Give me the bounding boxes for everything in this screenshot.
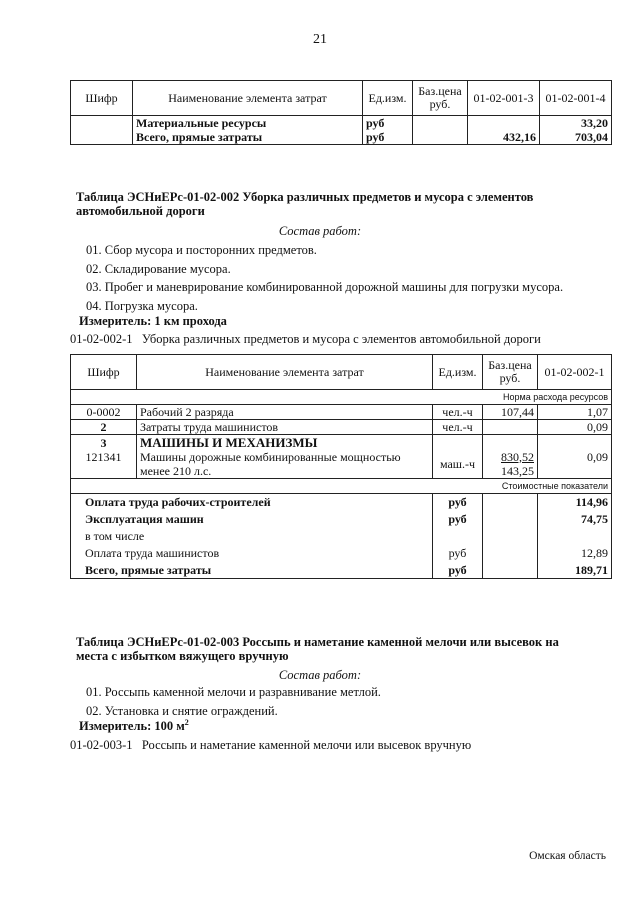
table-header-row	[71, 81, 612, 116]
list-item: 01. Россыпь каменной мелочи и разравнивание метлой.	[86, 685, 381, 699]
table-row	[71, 405, 612, 420]
row-value-2: 33,20	[540, 116, 612, 131]
list-item: 02. Установка и снятие ограждений.	[86, 703, 278, 718]
section1-works-list	[86, 241, 563, 315]
header-unit: Ед.изм.	[433, 355, 483, 390]
cost-row	[71, 545, 612, 562]
cost-name: Эксплуатация машин	[71, 511, 433, 528]
machines-price-1: 830,52	[501, 449, 534, 464]
table-row	[71, 420, 612, 435]
section1-title-line2: автомобильной дороги	[76, 204, 205, 218]
row-value-1: 432,16	[468, 130, 540, 145]
row-name: Затраты труда машинистов	[137, 420, 433, 435]
list-item: 02. Складирование мусора.	[86, 261, 231, 276]
cost-value	[538, 528, 612, 545]
cost-row	[71, 562, 612, 579]
cost-value: 114,96	[538, 494, 612, 511]
list-item: 04. Погрузка мусора.	[86, 298, 198, 313]
row-name: Всего, прямые затраты	[133, 130, 363, 145]
cost-name: Всего, прямые затраты	[71, 562, 433, 579]
section2-title-line2: места с избытком вяжущего вручную	[76, 649, 289, 663]
header-code: Шифр	[71, 355, 137, 390]
cost-row	[71, 494, 612, 511]
cost-name: в том числе	[71, 528, 433, 545]
row-unit: руб	[363, 116, 413, 131]
footer-region: Омская область	[529, 850, 606, 862]
section1-title	[76, 190, 606, 218]
table-header-row	[71, 355, 612, 390]
cost-row	[71, 511, 612, 528]
machines-value: 0,09	[538, 435, 612, 479]
section2-item: 01-02-003-1 Россыпь и наметание каменной мелочи или высевок вручную	[70, 738, 472, 752]
list-item: 03. Пробег и маневрирование комбинированной дорожной машины для погрузки мусора.	[86, 280, 564, 294]
header-code: Шифр	[71, 81, 133, 116]
table-row	[71, 130, 612, 145]
cost-label-row	[71, 479, 612, 494]
page-number: 21	[313, 32, 327, 47]
cost-unit: руб	[433, 511, 483, 528]
row-price	[413, 116, 468, 131]
table-row-machines	[71, 435, 612, 479]
row-value-1	[468, 116, 540, 131]
cost-unit: руб	[433, 545, 483, 562]
norm-label-row	[71, 390, 612, 405]
machines-unit: маш.-ч	[433, 435, 483, 479]
list-item: 01. Сбор мусора и посторонних предметов.	[86, 243, 317, 257]
section1-works-heading: Состав работ:	[278, 224, 362, 238]
section2-measure-sup: 2	[184, 718, 189, 727]
cost-value: 12,89	[538, 545, 612, 562]
cost-name: Оплата труда машинистов	[71, 545, 433, 562]
row-name: Материальные ресурсы	[133, 116, 363, 131]
header-col-2: 01-02-001-4	[540, 81, 612, 116]
section1-measure: Измеритель: 1 км прохода	[79, 314, 227, 328]
section1-item: 01-02-002-1 Уборка различных предметов и мусора с элементов автомобильной дороги	[70, 332, 541, 346]
row-unit: чел.-ч	[433, 405, 483, 420]
row-value: 0,09	[538, 420, 612, 435]
row-code: 2	[71, 420, 137, 435]
section2-title	[76, 635, 616, 663]
cost-unit	[433, 528, 483, 545]
table-continuation	[70, 80, 612, 145]
row-value: 1,07	[538, 405, 612, 420]
machines-group-code: 3	[100, 436, 107, 450]
table-resources	[70, 354, 612, 579]
cost-row	[71, 528, 612, 545]
header-price: Баз.цена руб.	[483, 355, 538, 390]
row-price: 107,44	[483, 405, 538, 420]
machines-name-line2: менее 210 л.с.	[140, 464, 212, 478]
machines-code: 121341	[85, 450, 122, 464]
row-unit: руб	[363, 130, 413, 145]
header-price: Баз.цена руб.	[413, 81, 468, 116]
header-name: Наименование элемента затрат	[137, 355, 433, 390]
header-col-1: 01-02-001-3	[468, 81, 540, 116]
section2-title-line1: Таблица ЭСНиЕРс-01-02-003 Россыпь и наметание каменной мелочи или высевок на	[76, 635, 559, 649]
cost-value: 74,75	[538, 511, 612, 528]
cost-unit: руб	[433, 562, 483, 579]
header-col-1: 01-02-002-1	[538, 355, 612, 390]
cost-unit: руб	[433, 494, 483, 511]
section2-works-list	[86, 683, 381, 720]
machines-price-2: 143,25	[501, 463, 534, 478]
row-price	[483, 420, 538, 435]
cost-value: 189,71	[538, 562, 612, 579]
row-value-2: 703,04	[540, 130, 612, 145]
header-unit: Ед.изм.	[363, 81, 413, 116]
row-unit: чел.-ч	[433, 420, 483, 435]
machines-name-line1: Машины дорожные комбинированные мощностью	[140, 450, 401, 464]
row-code: 0-0002	[71, 405, 137, 420]
header-name: Наименование элемента затрат	[133, 81, 363, 116]
row-name: Рабочий 2 разряда	[137, 405, 433, 420]
section2-works-heading: Состав работ:	[278, 668, 362, 682]
section2-measure	[79, 718, 189, 734]
table-row	[71, 116, 612, 131]
cost-name: Оплата труда рабочих-строителей	[71, 494, 433, 511]
row-price	[413, 130, 468, 145]
cost-label: Стоимостные показатели	[71, 479, 612, 494]
machines-group-name: МАШИНЫ И МЕХАНИЗМЫ	[140, 435, 318, 450]
section1-title-line1: Таблица ЭСНиЕРс-01-02-002 Уборка различных предметов и мусора с элементов	[76, 190, 534, 204]
norm-label: Норма расхода ресурсов	[71, 390, 612, 405]
section2-measure-text: Измеритель: 100 м	[79, 719, 185, 734]
